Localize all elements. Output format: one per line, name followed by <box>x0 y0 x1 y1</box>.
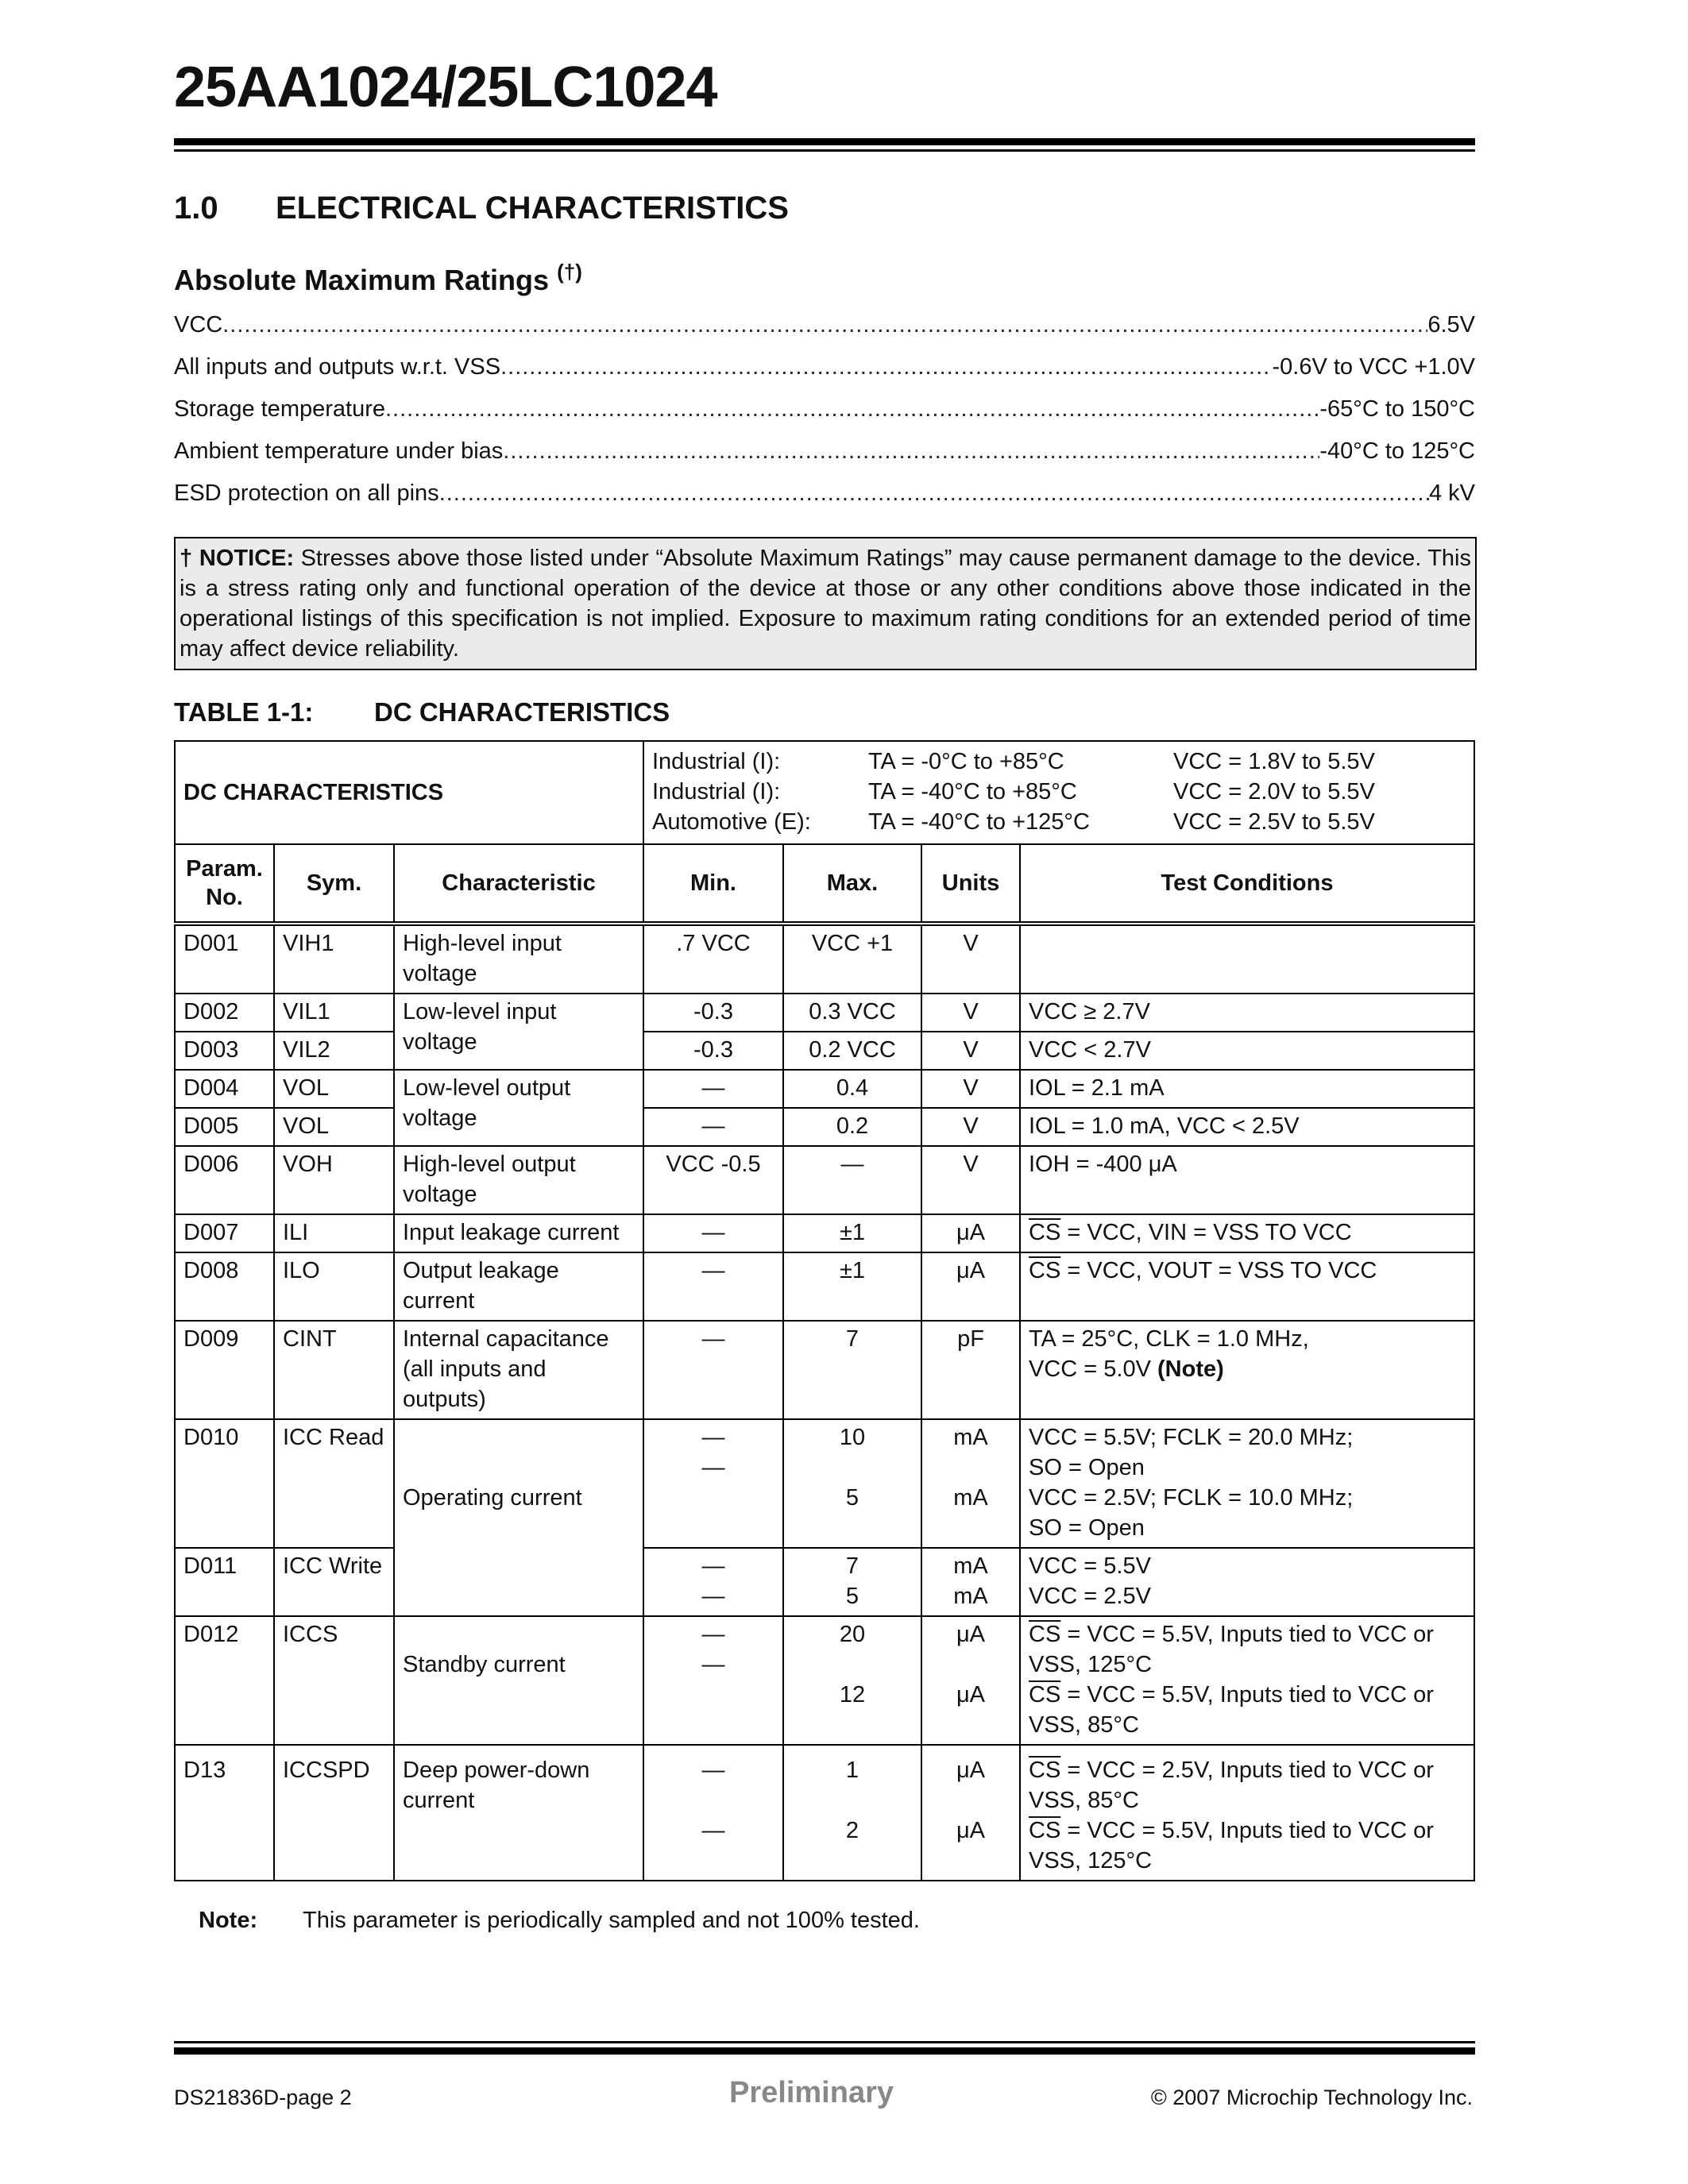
rating-value: 6.5V <box>1427 312 1475 338</box>
table-row: D003 VIL2 -0.3 0.2 VCC V VCC < 2.7V <box>175 1032 1474 1070</box>
table-name: DC CHARACTERISTICS <box>374 697 670 727</box>
cs-bar: $\overline{CS}$ <box>1029 1258 1061 1283</box>
table-row: D008 ILO Output leakage current — ±1 μA $\overline{CS}$ = VCC, VOUT = VSS TO VCC <box>175 1252 1474 1321</box>
rating-row <box>174 312 1475 354</box>
footer-rule-thick <box>174 2047 1475 2055</box>
section-heading <box>174 191 789 226</box>
table-row: D007 ILI Input leakage current — ±1 μA $\overline{CS}$ = VCC, VIN = VSS TO VCC <box>175 1214 1474 1252</box>
header-rule-thin <box>174 149 1475 152</box>
col-sym: Sym. <box>274 844 394 924</box>
table-conditions-row <box>175 741 1474 844</box>
dagger-mark: (†) <box>557 260 582 284</box>
footer-rule-thin <box>174 2041 1475 2043</box>
table-title <box>174 697 670 727</box>
vcc-range: VCC = 2.0V to 5.5V <box>1173 779 1375 805</box>
footer-page-id: DS21836D-page 2 <box>174 2086 352 2109</box>
table-header-row <box>175 844 1474 924</box>
grade: Industrial (I): <box>652 779 781 805</box>
rating-row <box>174 480 1475 523</box>
footer-status: Preliminary <box>729 2076 894 2109</box>
rating-value: 4 kV <box>1428 480 1475 506</box>
table-row: D010 ICC Read Operating current — — 10 5 mA mA VCC = 5.5V; FCLK = 20.0 MHz; SO = Open VCC = 2.5V; FCLK = 10.0 MHz; SO = Open <box>175 1419 1474 1548</box>
operating-conditions <box>643 741 1474 844</box>
table-row: D012 ICCS Standby current — — 20 12 μA μA $\overline{CS}$ = VCC = 5.5V, Inputs tied to VCC or VSS, 125°C $\overline{CS}$ = VCC = 5.5V, Inputs tied to VCC or VSS, 85°C <box>175 1616 1474 1745</box>
vcc-range: VCC = 2.5V to 5.5V <box>1173 809 1375 835</box>
grade: Automotive (E): <box>652 809 811 835</box>
rating-label: Storage temperature <box>174 396 385 422</box>
rating-label: ESD protection on all pins <box>174 480 439 506</box>
rating-value: -65°C to 150°C <box>1319 396 1475 422</box>
table-row: D002 VIL1 Low-level input voltage -0.3 0.3 VCC V VCC ≥ 2.7V <box>175 994 1474 1032</box>
notice-text: Stresses above those listed under “Absolute Maximum Ratings” may cause permanent damage to the device. This is a stress rating only and functional operation of the device at those or any other conditions above those indicated in the operational listings of this specification is not implied. Exposure to maximum rating conditions for an extended period of time may affect device reliability. <box>180 546 1471 662</box>
rating-label: Ambient temperature under bias <box>174 438 504 464</box>
rating-row <box>174 354 1475 396</box>
cs-bar: $\overline{CS}$ <box>1029 1682 1061 1707</box>
cs-bar: $\overline{CS}$ <box>1029 1220 1061 1245</box>
col-min: Min. <box>643 844 783 924</box>
rating-value: -40°C to 125°C <box>1319 438 1475 464</box>
ta-range: TA = -0°C to +85°C <box>868 749 1064 774</box>
notice-lead: † NOTICE: <box>180 546 295 571</box>
section-title: ELECTRICAL CHARACTERISTICS <box>276 191 789 226</box>
table-row: D011 ICC Write — — 7 5 mA mA VCC = 5.5V VCC = 2.5V <box>175 1548 1474 1616</box>
ratings-list <box>174 312 1475 523</box>
footer-copyright: © 2007 Microchip Technology Inc. <box>1150 2086 1473 2109</box>
header-rule-thick <box>174 138 1475 145</box>
table-number: TABLE 1-1: <box>174 697 314 727</box>
notice-box <box>174 537 1477 670</box>
col-characteristic: Characteristic <box>394 844 643 924</box>
note-text: This parameter is periodically sampled and not 100% tested. <box>303 1908 920 1933</box>
rating-row <box>174 438 1475 480</box>
rating-value: -0.6V to VCC +1.0V <box>1272 354 1475 380</box>
abs-max-heading <box>174 260 582 297</box>
dc-header-label: DC CHARACTERISTICS <box>175 741 643 844</box>
document-title: 25AA1024/25LC1024 <box>174 56 717 119</box>
table-row: D005 VOL — 0.2 V IOL = 1.0 mA, VCC < 2.5V <box>175 1108 1474 1146</box>
col-param: Param. No. <box>175 844 274 924</box>
table-row: D009 CINT Internal capacitance (all inputs and outputs) — 7 pF TA = 25°C, CLK = 1.0 MHz, VCC = 5.0V (Note) <box>175 1321 1474 1419</box>
grade: Industrial (I): <box>652 749 781 774</box>
dc-characteristics-table <box>174 740 1475 1881</box>
section-number: 1.0 <box>174 191 218 226</box>
ta-range: TA = -40°C to +125°C <box>868 809 1090 835</box>
table-row: D001 VIH1 High-level input voltage .7 VCC VCC +1 V <box>175 924 1474 994</box>
col-max: Max. <box>783 844 921 924</box>
rating-row <box>174 396 1475 438</box>
col-test-conditions: Test Conditions <box>1020 844 1474 924</box>
rating-label: VCC <box>174 312 223 338</box>
col-units: Units <box>921 844 1020 924</box>
cs-bar: $\overline{CS}$ <box>1029 1622 1061 1647</box>
rating-label: All inputs and outputs w.r.t. VSS <box>174 354 501 380</box>
ta-range: TA = -40°C to +85°C <box>868 779 1077 805</box>
table-row: D13 ICCSPD Deep power-down current — — 1 2 μA μA $\overline{CS}$ = VCC = 2.5V, Inputs tied to VCC or VSS, 85°C $\overline{CS}$ = VCC = 5.5V, Inputs tied to VCC or VSS, 125°C <box>175 1745 1474 1881</box>
table-row: D004 VOL Low-level output voltage — 0.4 V IOL = 2.1 mA <box>175 1070 1474 1108</box>
table-note <box>199 1908 920 1934</box>
vcc-range: VCC = 1.8V to 5.5V <box>1173 749 1375 774</box>
note-label: Note: <box>199 1908 258 1933</box>
cs-bar: $\overline{CS}$ <box>1029 1758 1061 1783</box>
abs-max-title: Absolute Maximum Ratings <box>174 264 550 296</box>
cs-bar: $\overline{CS}$ <box>1029 1818 1061 1843</box>
table-row: D006 VOH High-level output voltage VCC -0.5 — V IOH = -400 μA <box>175 1146 1474 1214</box>
